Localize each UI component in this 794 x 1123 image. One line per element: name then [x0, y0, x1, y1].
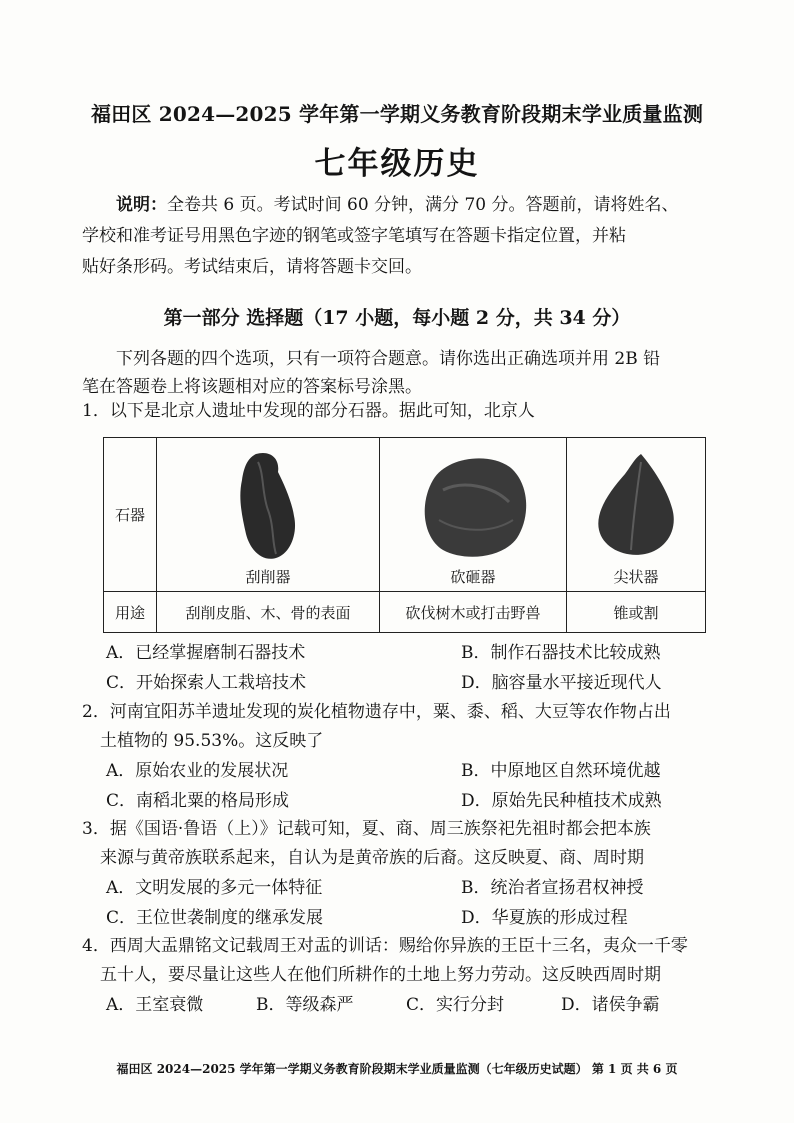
section-directions	[82, 345, 712, 401]
option-c[interactable]: C．实行分封	[406, 995, 505, 1015]
option-c[interactable]: C．南稻北粟的格局形成	[106, 791, 290, 811]
chopper-image	[413, 450, 533, 562]
question-4	[82, 932, 722, 1020]
row-label-use: 用途	[104, 592, 157, 633]
instructions-line-1	[82, 190, 712, 221]
question-1-options	[82, 638, 722, 698]
subject-title: 七年级历史	[314, 146, 480, 182]
tool-use-scraper: 刮削皮脂、木、骨的表面	[157, 592, 380, 633]
directions-line-1: 下列各题的四个选项，只有一项符合题意。请你选出正确选项并用 2B 铅	[116, 349, 661, 369]
tool-cell-scraper	[157, 438, 380, 592]
tool-use-point: 锥或割	[567, 592, 706, 633]
tool-use-chopper: 砍伐树木或打击野兽	[380, 592, 567, 633]
directions-line-2: 笔在答题卷上将该题相对应的答案标号涂黑。	[82, 377, 422, 397]
tool-name-point: 尖状器	[613, 568, 659, 586]
option-d[interactable]: D．脑容量水平接近现代人	[461, 673, 662, 693]
option-b[interactable]: B．等级森严	[256, 995, 354, 1015]
point-image	[591, 450, 681, 562]
option-c[interactable]: C．王位世袭制度的继承发展	[106, 908, 324, 928]
question-3-stem-line-1: 3．据《国语·鲁语（上）》记载可知，夏、商、周三族祭祀先祖时都会把本族	[82, 819, 651, 839]
scraper-image	[228, 450, 308, 562]
tool-name-chopper: 砍砸器	[450, 568, 496, 586]
question-1	[82, 397, 722, 426]
option-c[interactable]: C．开始探索人工栽培技术	[106, 673, 307, 693]
option-d[interactable]: D．华夏族的形成过程	[461, 908, 628, 928]
question-4-stem-line-2: 五十人，要尽量让这些人在他们所耕作的土地上努力劳动。这反映西周时期	[100, 965, 661, 985]
row-label-tools: 石器	[104, 438, 157, 592]
question-2	[82, 698, 722, 816]
option-b[interactable]: B．制作石器技术比较成熟	[461, 643, 661, 663]
question-2-stem-line-2: 土植物的 95.53%。这反映了	[100, 731, 324, 751]
question-2-stem-line-1: 2．河南宜阳苏羊遗址发现的炭化植物遗存中，粟、黍、稻、大豆等农作物占出	[82, 702, 671, 722]
option-d[interactable]: D．原始先民种植技术成熟	[461, 791, 662, 811]
option-b[interactable]: B．统治者宣扬君权神授	[461, 878, 644, 898]
option-b[interactable]: B．中原地区自然环境优越	[461, 761, 661, 781]
page-footer: 福田区 2024—2025 学年第一学期义务教育阶段期末学业质量监测（七年级历史试题） 第 1 页 共 6 页	[116, 1062, 678, 1076]
option-a[interactable]: A．已经掌握磨制石器技术	[106, 643, 306, 663]
instructions-line-2: 学校和准考证号用黑色字迹的钢笔或签字笔填写在答题卡指定位置，并粘	[82, 226, 626, 246]
question-3	[82, 815, 722, 933]
instructions-text-1: 全卷共 6 页。考试时间 60 分钟，满分 70 分。答题前，请将姓名、	[167, 195, 679, 215]
option-d[interactable]: D．诸侯争霸	[561, 995, 660, 1015]
tool-cell-point	[567, 438, 706, 592]
option-a[interactable]: A．原始农业的发展状况	[106, 761, 289, 781]
question-3-stem-line-2: 来源与黄帝族联系起来，自认为是黄帝族的后裔。这反映夏、商、周时期	[100, 848, 644, 868]
tool-name-scraper: 刮削器	[245, 568, 291, 586]
question-1-stem: 1．以下是北京人遗址中发现的部分石器。据此可知，北京人	[82, 401, 535, 421]
instructions	[82, 190, 712, 283]
instructions-label: 说明：	[116, 195, 167, 215]
tool-cell-chopper	[380, 438, 567, 592]
instructions-line-3: 贴好条形码。考试结束后，请将答题卡交回。	[82, 257, 422, 277]
option-a[interactable]: A．王室衰微	[106, 995, 204, 1015]
question-4-stem-line-1: 4．西周大盂鼎铭文记载周王对盂的训话：赐给你异族的王臣十三名，夷众一千零	[82, 936, 688, 956]
exam-title: 福田区 2024—2025 学年第一学期义务教育阶段期末学业质量监测	[90, 102, 704, 126]
stone-tools-table	[103, 437, 706, 633]
option-a[interactable]: A．文明发展的多元一体特征	[106, 878, 323, 898]
section-title: 第一部分 选择题（17 小题，每小题 2 分，共 34 分）	[163, 307, 631, 329]
